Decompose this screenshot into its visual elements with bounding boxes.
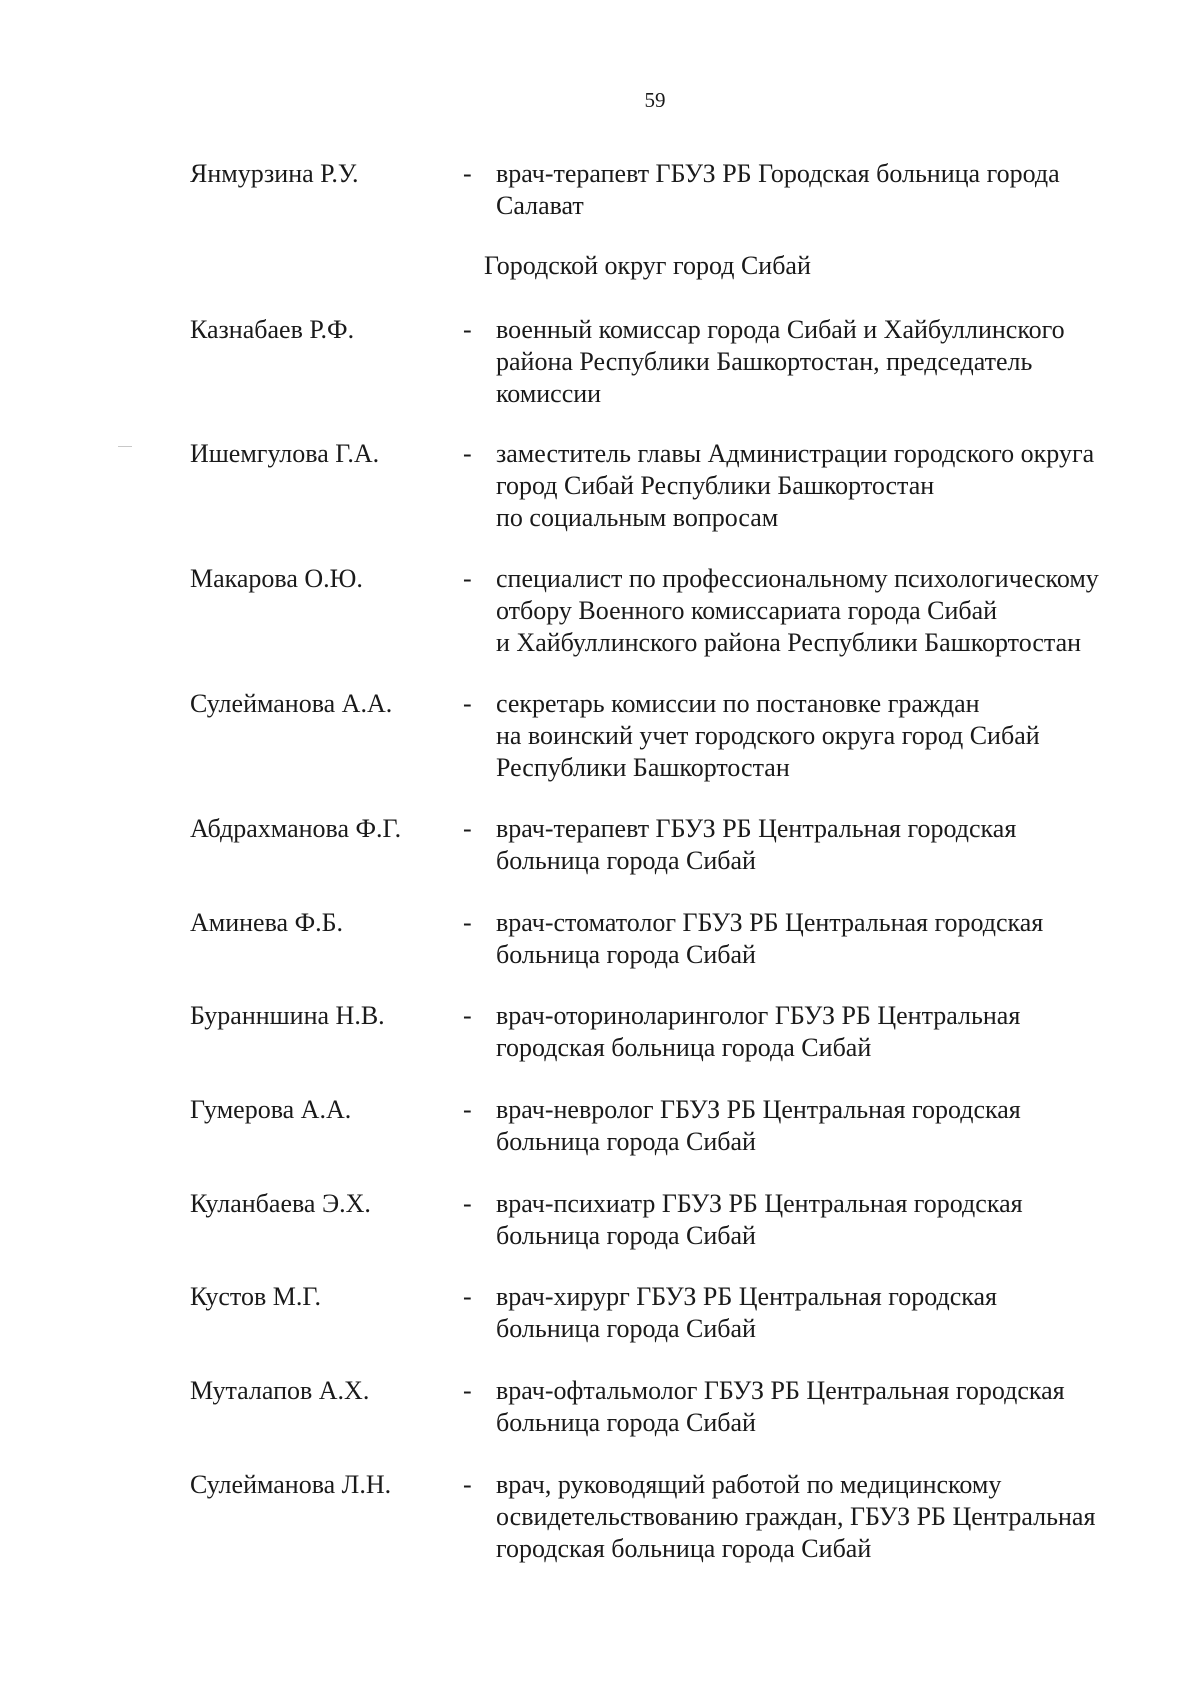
dash-separator: - — [463, 1001, 472, 1030]
description-line: врач-психиатр ГБУЗ РБ Центральная городская — [496, 1189, 1023, 1218]
dash-separator: - — [463, 315, 472, 344]
position-description — [496, 1094, 1156, 1158]
person-name: Казнабаев Р.Ф. — [190, 315, 355, 344]
person-name: Ишемгулова Г.А. — [190, 439, 380, 468]
position-description — [496, 563, 1156, 659]
description-line: больница города Сибай — [496, 940, 756, 969]
description-line: город Сибай Республики Башкортостан — [496, 471, 935, 500]
description-line: больница города Сибай — [496, 1408, 756, 1437]
person-name: Абдрахманова Ф.Г. — [190, 814, 402, 843]
dash-separator: - — [463, 814, 472, 843]
position-description — [496, 1281, 1156, 1345]
person-name: Гумерова А.А. — [190, 1095, 352, 1124]
description-line: комиссии — [496, 379, 602, 408]
description-line: городская больница города Сибай — [496, 1033, 872, 1062]
page-number: 59 — [644, 88, 666, 112]
position-description — [496, 158, 1156, 222]
dash-separator: - — [463, 1376, 472, 1405]
position-description — [496, 907, 1156, 971]
person-name: Кустов М.Г. — [190, 1282, 321, 1311]
dash-separator: - — [463, 908, 472, 937]
margin-mark — [118, 446, 132, 447]
description-line: отбору Военного комиссариата города Сибай — [496, 596, 998, 625]
description-line: врач-офтальмолог ГБУЗ РБ Центральная городская — [496, 1376, 1065, 1405]
person-name: Янмурзина Р.У. — [190, 159, 359, 188]
position-description — [496, 438, 1156, 534]
dash-separator: - — [463, 1470, 472, 1499]
person-name: Муталапов А.Х. — [190, 1376, 370, 1405]
description-line: врач, руководящий работой по медицинскому — [496, 1470, 1002, 1499]
person-name: Сулейманова А.А. — [190, 689, 393, 718]
description-line: военный комиссар города Сибай и Хайбуллинского — [496, 315, 1065, 344]
description-line: врач-стоматолог ГБУЗ РБ Центральная городская — [496, 908, 1044, 937]
description-line: городская больница города Сибай — [496, 1534, 872, 1563]
description-line: врач-оториноларинголог ГБУЗ РБ Центральная — [496, 1001, 1021, 1030]
section-heading: Городской округ город Сибай — [484, 251, 811, 280]
description-line: заместитель главы Администрации городского округа — [496, 439, 1095, 468]
description-line: секретарь комиссии по постановке граждан — [496, 689, 980, 718]
description-line: на воинский учет городского округа город Сибай — [496, 721, 1040, 750]
description-line: больница города Сибай — [496, 846, 756, 875]
dash-separator: - — [463, 689, 472, 718]
description-line: больница города Сибай — [496, 1127, 756, 1156]
description-line: врач-хирург ГБУЗ РБ Центральная городская — [496, 1282, 997, 1311]
position-description — [496, 1469, 1156, 1565]
description-line: врач-терапевт ГБУЗ РБ Городская больница города — [496, 159, 1060, 188]
position-description — [496, 1000, 1156, 1064]
person-name: Буранншина Н.В. — [190, 1001, 385, 1030]
description-line: врач-терапевт ГБУЗ РБ Центральная городская — [496, 814, 1017, 843]
description-line: и Хайбуллинского района Республики Башкортостан — [496, 628, 1082, 657]
description-line: района Республики Башкортостан, председатель — [496, 347, 1033, 376]
person-name: Куланбаева Э.Х. — [190, 1189, 371, 1218]
description-line: специалист по профессиональному психологическому — [496, 564, 1099, 593]
position-description — [496, 1375, 1156, 1439]
description-line: по социальным вопросам — [496, 503, 779, 532]
dash-separator: - — [463, 1282, 472, 1311]
person-name: Макарова О.Ю. — [190, 564, 363, 593]
position-description — [496, 813, 1156, 877]
description-line: Салават — [496, 191, 584, 220]
description-line: больница города Сибай — [496, 1314, 756, 1343]
dash-separator: - — [463, 1189, 472, 1218]
dash-separator: - — [463, 159, 472, 188]
position-description — [496, 314, 1156, 410]
person-name: Сулейманова Л.Н. — [190, 1470, 392, 1499]
description-line: освидетельствованию граждан, ГБУЗ РБ Центральная — [496, 1502, 1096, 1531]
position-description — [496, 688, 1156, 784]
position-description — [496, 1188, 1156, 1252]
dash-separator: - — [463, 564, 472, 593]
person-name: Аминева Ф.Б. — [190, 908, 344, 937]
dash-separator: - — [463, 439, 472, 468]
description-line: Республики Башкортостан — [496, 753, 790, 782]
dash-separator: - — [463, 1095, 472, 1124]
description-line: больница города Сибай — [496, 1221, 756, 1250]
description-line: врач-невролог ГБУЗ РБ Центральная городская — [496, 1095, 1021, 1124]
